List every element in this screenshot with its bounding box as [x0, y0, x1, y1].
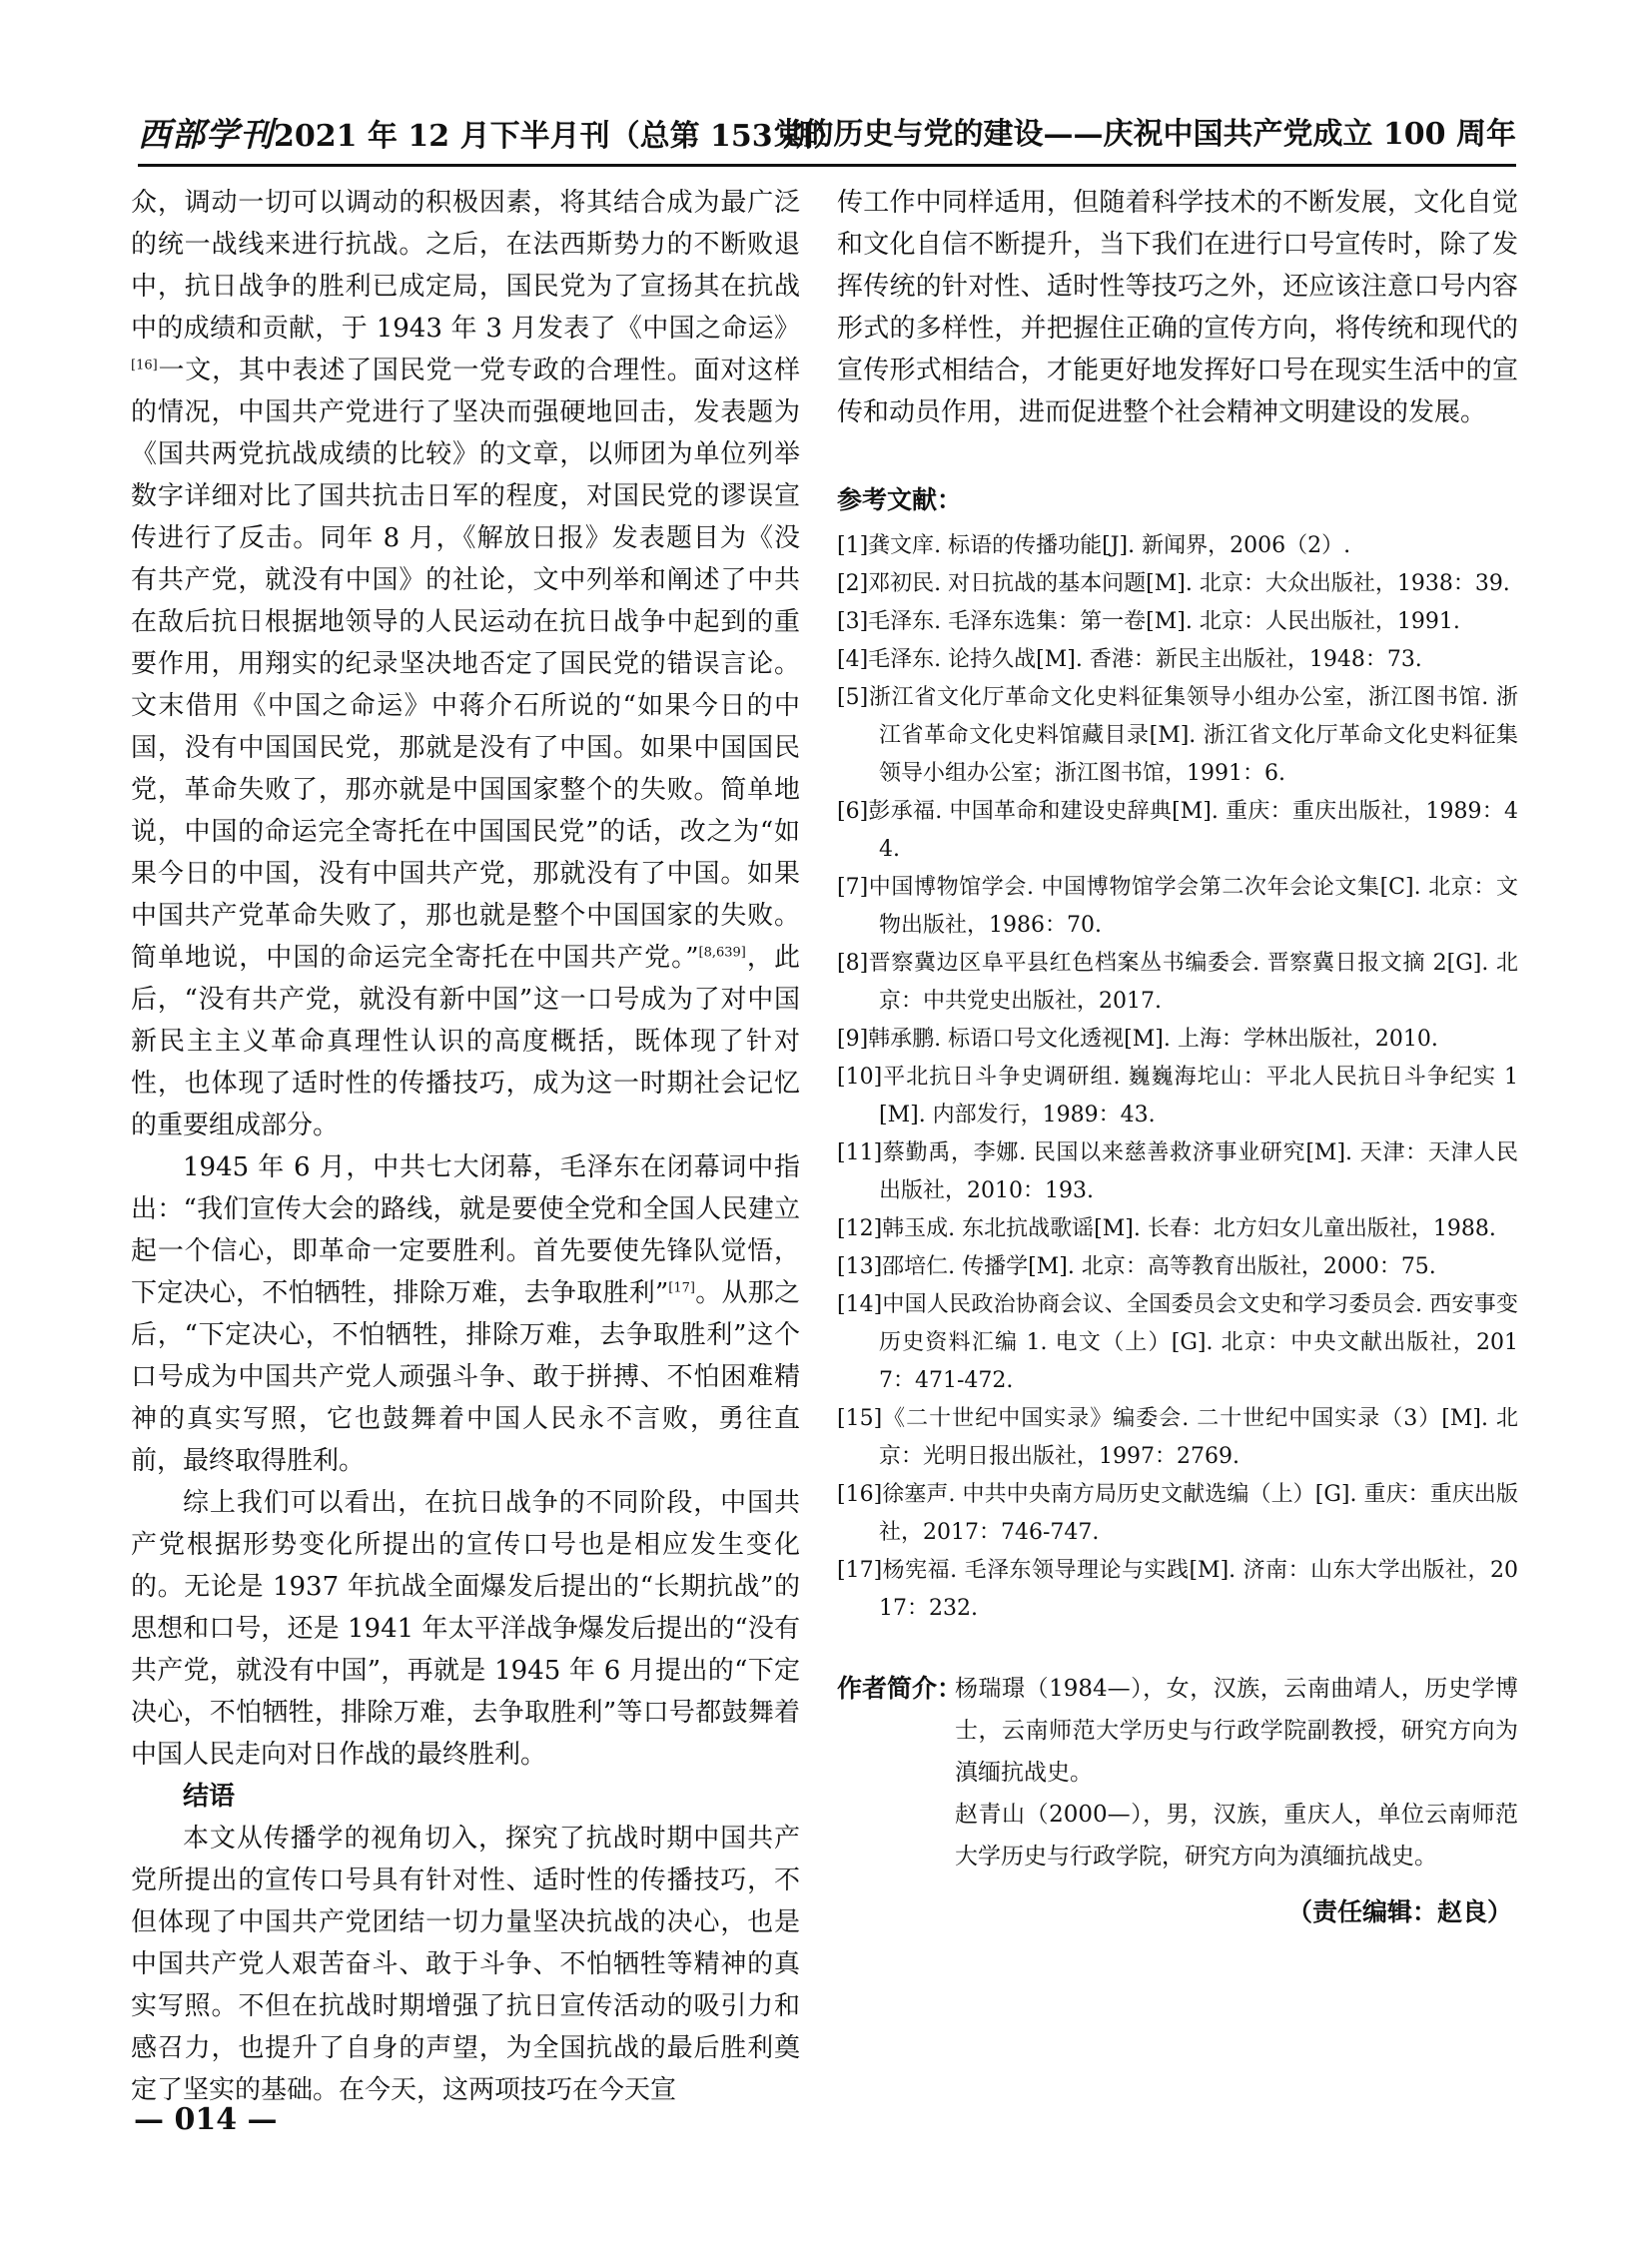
page-number: — 014 — [134, 2102, 278, 2137]
reference-item: [15]《二十世纪中国实录》编委会. 二十世纪中国实录（3）[M]. 北京：光明日报出版社，1997：2769. [837, 1406, 1518, 1469]
references-title: 参考文献： [837, 485, 963, 514]
author-bio-label: 作者简介： [837, 1674, 963, 1703]
reference-item: [5]浙江省文化厅革命文化史料征集领导小组办公室，浙江图书馆. 浙江省革命文化史料馆藏目录[M]. 浙江省文化厅革命文化史料征集领导小组办公室；浙江图书馆，1991：6. [837, 685, 1518, 786]
reference-item: [16]徐塞声. 中共中央南方局历史文献选编（上）[G]. 重庆：重庆出版社，2017：746-747. [837, 1482, 1518, 1545]
journal-issue [138, 112, 843, 160]
reference-item: [6]彭承福. 中国革命和建设史辞典[M]. 重庆：重庆出版社，1989：44. [837, 799, 1518, 862]
author-bio [837, 1668, 1518, 1877]
reference-item: [17]杨宪福. 毛泽东领导理论与实践[M]. 济南：山东大学出版社，2017：232. [837, 1558, 1518, 1621]
reference-list [837, 527, 1518, 1628]
citation: [16] [131, 358, 158, 374]
section-title: 党的历史与党的建设——庆祝中国共产党成立 100 周年 [773, 117, 1516, 152]
reference-item: [2]邓初民. 对日抗战的基本问题[M]. 北京：大众出版社，1938：39. [837, 571, 1510, 596]
body-paragraph: 1945 年 6 月，中共七大闭幕，毛泽东在闭幕词中指出：“我们宣传大会的路线，就是要使全党和全国人民建立起一个信心，即革命一定要胜利。首先要使先锋队觉悟，下定决心，不怕牺牲，排除万难，去争取胜利”[17]。从那之后，“下定决心，不怕牺牲，排除万难，去争取胜利”这个口号成为中国共产党人顽强斗争、敢于拼搏、不怕困难精神的真实写照，它也鼓舞着中国人民永不言败，勇往直前，最终取得胜利。 [131, 1152, 800, 1476]
body-paragraph: 本文从传播学的视角切入，探究了抗战时期中国共产党所提出的宣传口号具有针对性、适时性的传播技巧，不但体现了中国共产党团结一切力量坚决抗战的决心，也是中国共产党人艰苦奋斗、敢于斗争、不怕牺牲等精神的真实写照。不但在抗战时期增强了抗日宣传活动的吸引力和感召力，也提升了自身的声望，为全国抗战的最后胜利奠定了坚实的基础。在今天，这两项技巧在今天宣 [131, 1824, 800, 2105]
reference-item: [12]韩玉成. 东北抗战歌谣[M]. 长春：北方妇女儿童出版社，1988. [837, 1216, 1496, 1241]
reference-item: [9]韩承鹏. 标语口号文化透视[M]. 上海：学林出版社，2010. [837, 1027, 1438, 1052]
reference-item: [4]毛泽东. 论持久战[M]. 香港：新民主出版社，1948：73. [837, 647, 1422, 672]
reference-item: [3]毛泽东. 毛泽东选集：第一卷[M]. 北京：人民出版社，1991. [837, 609, 1460, 634]
right-column [837, 182, 1518, 1933]
left-column [131, 182, 800, 2111]
reference-item: [7]中国博物馆学会. 中国博物馆学会第二次年会论文集[C]. 北京：文物出版社，1986：70. [837, 875, 1518, 938]
author-bio-1: 杨瑞璟（1984—），女，汉族，云南曲靖人，历史学博士，云南师范大学历史与行政学院副教授，研究方向为滇缅抗战史。 [955, 1676, 1518, 1786]
citation: [17] [668, 1280, 695, 1296]
body-paragraph: 传工作中同样适用，但随着科学技术的不断发展，文化自觉和文化自信不断提升，当下我们在进行口号宣传时，除了发挥传统的针对性、适时性等技巧之外，还应该注意口号内容形式的多样性，并把握住正确的宣传方向，将传统和现代的宣传形式相结合，才能更好地发挥好口号在现实生活中的宣传和动员作用，进而促进整个社会精神文明建设的发展。 [837, 188, 1518, 427]
section-heading-conclusion: 结语 [183, 1782, 236, 1812]
reference-item: [13]邵培仁. 传播学[M]. 北京：高等教育出版社，2000：75. [837, 1254, 1436, 1279]
issue-info: 2021 年 12 月下半月刊（总第 153 期） [274, 119, 844, 154]
page-header [138, 112, 1516, 167]
responsible-editor: （责任编辑：赵良） [1286, 1897, 1512, 1926]
reference-item: [8]晋察冀边区阜平县红色档案丛书编委会. 晋察冀日报文摘 2[G]. 北京：中共党史出版社，2017. [837, 951, 1518, 1014]
reference-item: [10]平北抗日斗争史调研组. 巍巍海坨山：平北人民抗日斗争纪实 1[M]. 内部发行，1989：43. [837, 1065, 1518, 1127]
citation: [8,639] [698, 945, 746, 961]
body-paragraph: 综上我们可以看出，在抗日战争的不同阶段，中国共产党根据形势变化所提出的宣传口号也是相应发生变化的。无论是 1937 年抗战全面爆发后提出的“长期抗战”的思想和口号，还是 1941 年太平洋战争爆发后提出的“没有共产党，就没有中国”，再就是 1945 年 6 月提出的“下定决心，不怕牺牲，排除万难，去争取胜利”等口号都鼓舞着中国人民走向对日作战的最终胜利。 [131, 1488, 800, 1770]
author-bio-2: 赵青山（2000—），男，汉族，重庆人，单位云南师范大学历史与行政学院，研究方向为滇缅抗战史。 [955, 1802, 1518, 1869]
body-paragraph: 众，调动一切可以调动的积极因素，将其结合成为最广泛的统一战线来进行抗战。之后，在法西斯势力的不断败退中，抗日战争的胜利已成定局，国民党为了宣扬其在抗战中的成绩和贡献，于 1943 年 3 月发表了《中国之命运》[16]一文，其中表述了国民党一党专政的合理性。面对这样的情况，中国共产党进行了坚决而强硬地回击，发表题为《国共两党抗战成绩的比较》的文章，以师团为单位列举数字详细对比了国共抗击日军的程度，对国民党的谬误宣传进行了反击。同年 8 月，《解放日报》发表题目为《没有共产党，就没有中国》的社论，文中列举和阐述了中共在敌后抗日根据地领导的人民运动在抗日战争中起到的重要作用，用翔实的纪录坚决地否定了国民党的错误言论。文末借用《中国之命运》中蒋介石所说的“如果今日的中国，没有中国国民党，那就是没有了中国。如果中国国民党，革命失败了，那亦就是中国国家整个的失败。简单地说，中国的命运完全寄托在中国国民党”的话，改之为“如果今日的中国，没有中国共产党，那就没有了中国。如果中国共产党革命失败了，那也就是整个中国国家的失败。简单地说，中国的命运完全寄托在中国共产党。”[8,639]，此后，“没有共产党，就没有新中国”这一口号成为了对中国新民主主义革命真理性认识的高度概括，既体现了针对性，也体现了适时性的传播技巧，成为这一时期社会记忆的重要组成部分。 [131, 188, 800, 1140]
reference-item: [14]中国人民政治协商会议、全国委员会文史和学习委员会. 西安事变历史资料汇编 1. 电文（上）[G]. 北京：中央文献出版社，2017：471-472. [837, 1292, 1518, 1393]
reference-item: [11]蔡勤禹，李娜. 民国以来慈善救济事业研究[M]. 天津：天津人民出版社，2010：193. [837, 1140, 1518, 1203]
reference-item: [1]龚文庠. 标语的传播功能[J]. 新闻界，2006（2）. [837, 533, 1351, 558]
journal-logo: 西部学刊 [138, 115, 274, 154]
